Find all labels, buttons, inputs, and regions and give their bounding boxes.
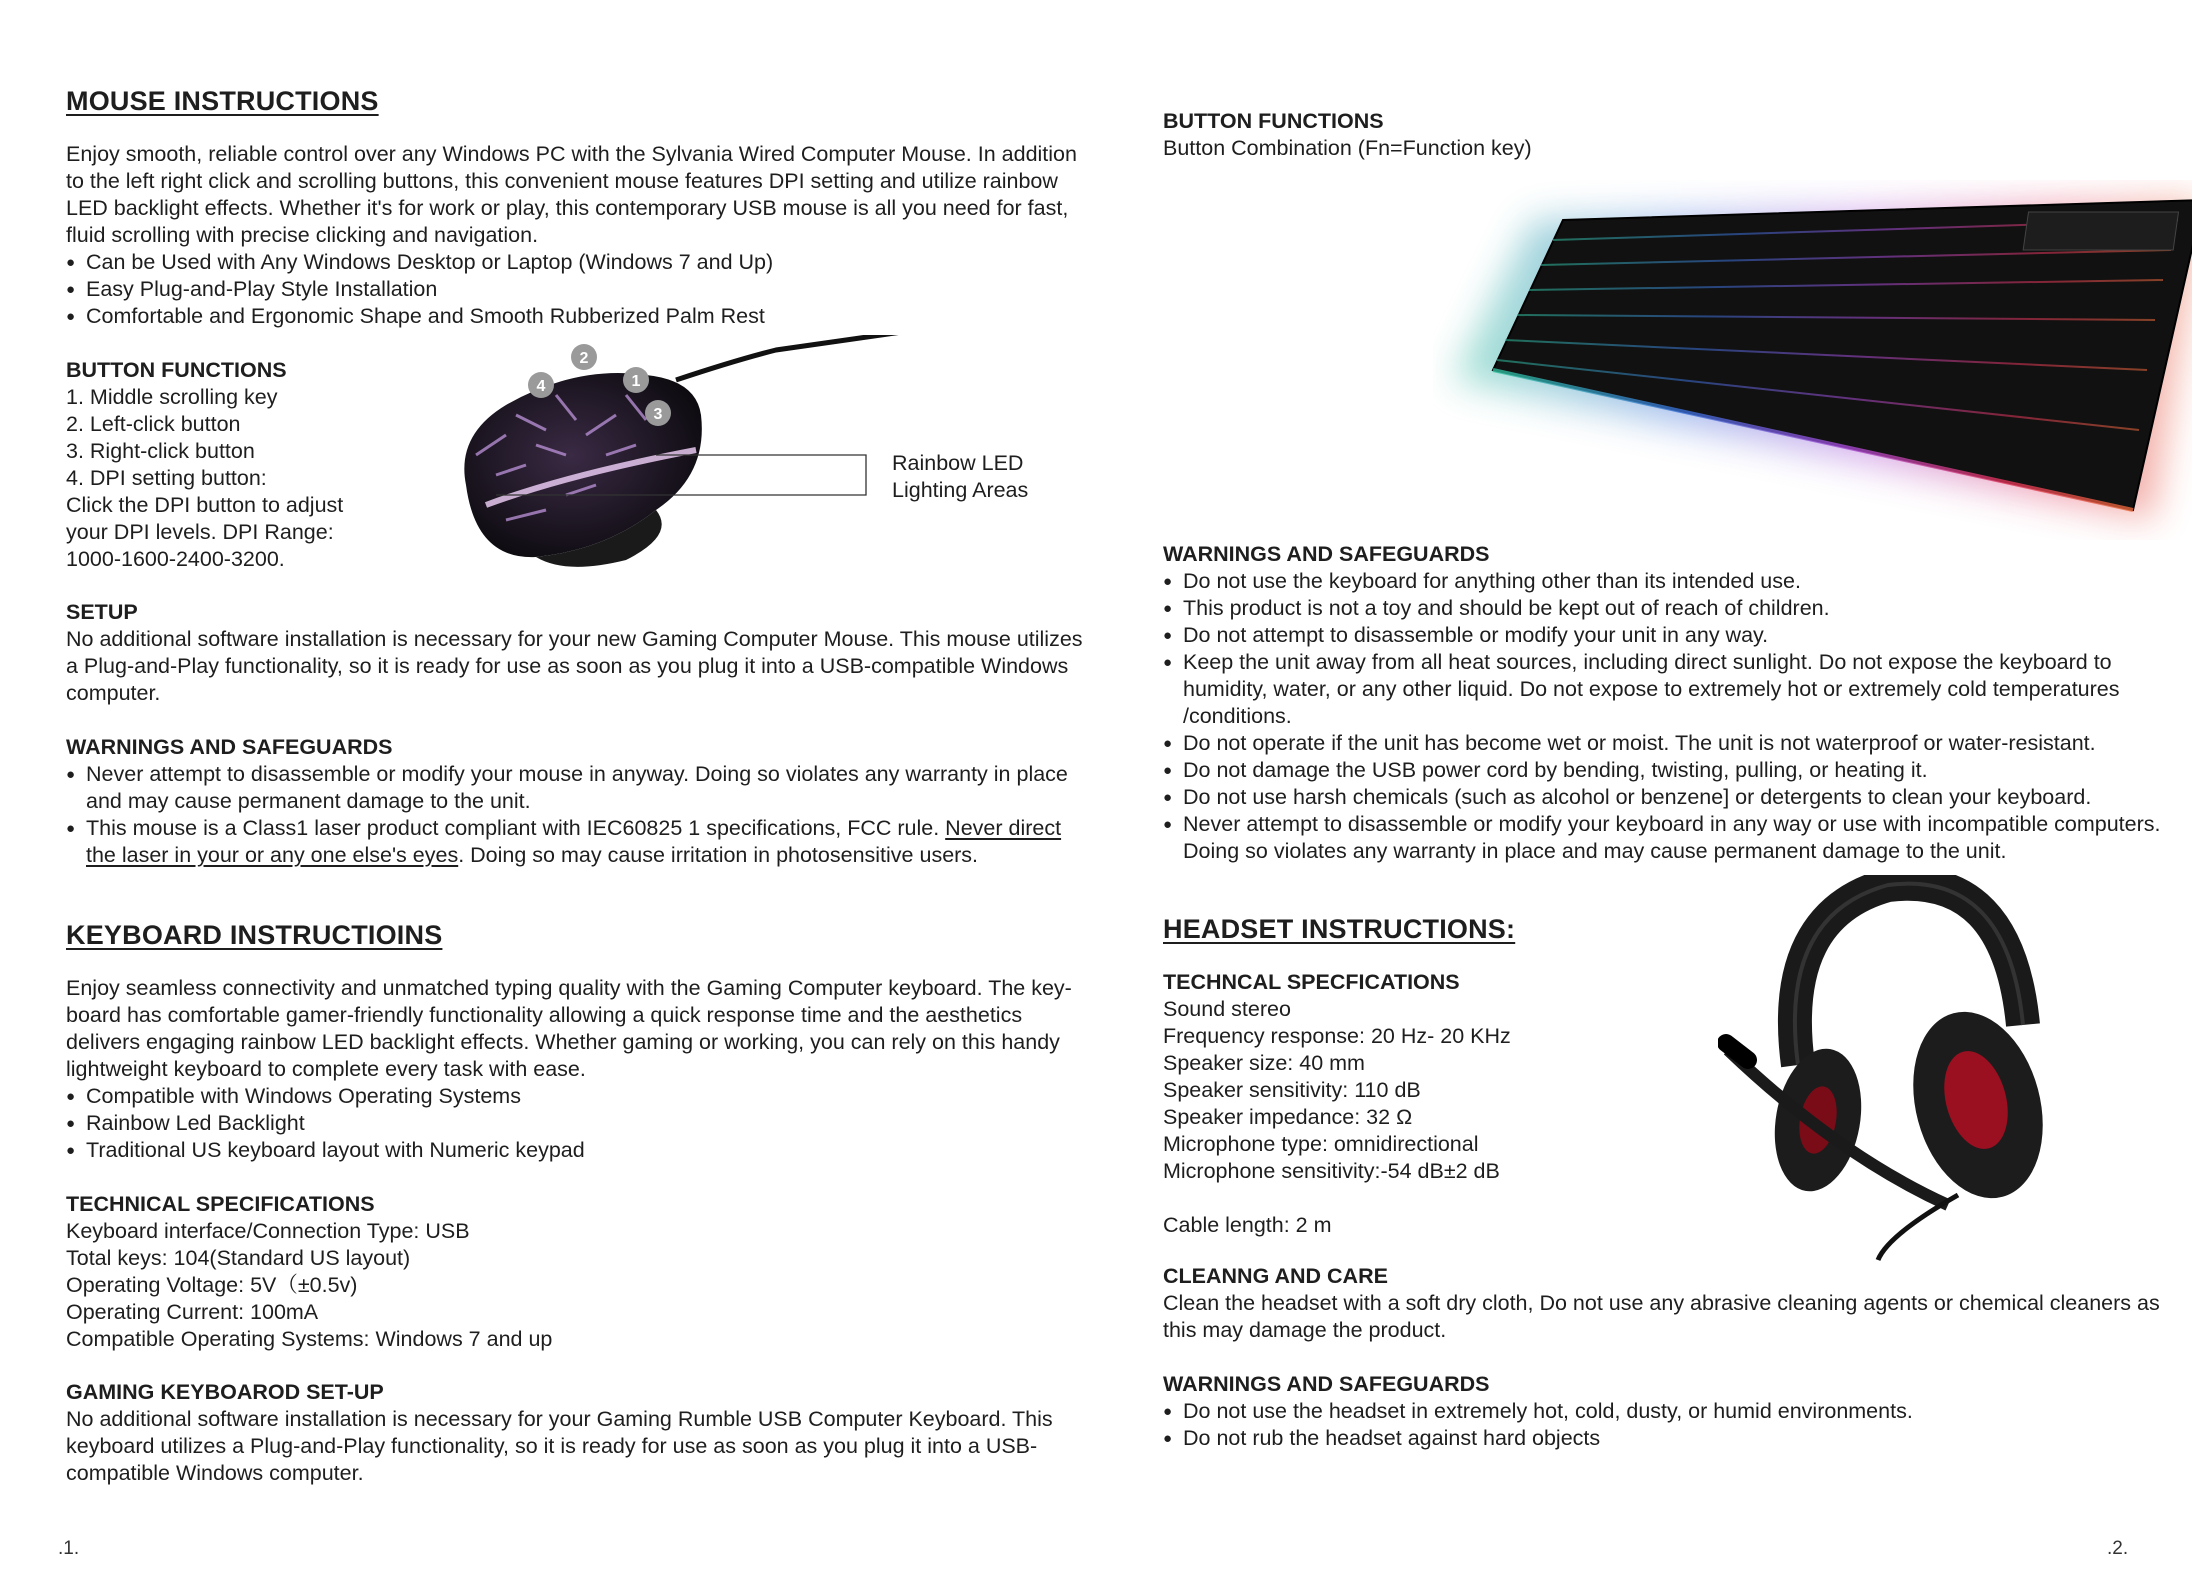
keyboard-warnings (1163, 541, 2173, 865)
mouse-instructions-title: MOUSE INSTRUCTIONS (66, 86, 379, 116)
keyboard-technical-specifications (66, 1191, 1096, 1353)
list-item: ● Never attempt to disassemble or modify your keyboard in any way or use with incompatible computers. Doing so violates any warranty in place and may cause permanent damage to the unit. (1163, 811, 2173, 865)
spec-line: Keyboard interface/Connection Type: USB (66, 1219, 470, 1243)
keyboard-instructions-title: KEYBOARD INSTRUCTIOINS (66, 920, 443, 950)
keyboard-image (1433, 180, 2192, 540)
marker-2-label: 2 (579, 350, 589, 367)
button-combination-text: Button Combination (Fn=Function key) (1163, 136, 1532, 160)
list-item: ● Do not attempt to disassemble or modify your unit in any way. (1163, 622, 2173, 649)
rainbow-led-callout: Rainbow LED Lighting Areas (892, 451, 1029, 502)
mouse-intro: Enjoy smooth, reliable control over any Windows PC with the Sylvania Wired Computer Mouse. In addition to the left right click and scrolling buttons, this convenient mouse features DPI setting and utilize rainbow LED backlight effects. Whether it's for work or play, this contemporary USB mouse is all you need for fast, fluid scrolling with precise clicking and navigation. (66, 142, 1077, 247)
spec-line: Speaker impedance: 32 Ω (1163, 1105, 1413, 1129)
mouse-feature-list (66, 249, 1096, 330)
list-item: ● Do not rub the headset against hard objects (1163, 1425, 2173, 1452)
list-item: ● Rainbow Led Backlight (66, 1110, 1096, 1137)
spec-line: Frequency response: 20 Hz- 20 KHz (1163, 1024, 1511, 1048)
spec-line: Compatible Operating Systems: Windows 7 and up (66, 1327, 553, 1351)
marker-4-label: 4 (536, 378, 546, 395)
list-item: ● Comfortable and Ergonomic Shape and Smooth Rubberized Palm Rest (66, 303, 1096, 330)
section-heading: CLEANNG AND CARE (1163, 1264, 1388, 1288)
spec-line: Speaker sensitivity: 110 dB (1163, 1078, 1421, 1102)
section-heading: GAMING KEYBOAROD SET-UP (66, 1380, 384, 1404)
list-item: 1. Middle scrolling key (66, 385, 278, 409)
marker-3-label: 3 (653, 406, 663, 423)
headset-instructions-title: HEADSET INSTRUCTIONS: (1163, 914, 1516, 944)
list-item: your DPI levels. DPI Range: (66, 520, 334, 544)
keyboard-button-functions (1163, 108, 2163, 162)
section-heading: TECHNICAL SPECIFICATIONS (66, 1192, 375, 1216)
section-heading: BUTTON FUNCTIONS (66, 358, 287, 382)
list-item: 1000-1600-2400-3200. (66, 547, 285, 571)
spec-line: Operating Voltage: 5V（±0.5v) (66, 1273, 358, 1297)
headset-warnings (1163, 1371, 2173, 1452)
section-heading: WARNINGS AND SAFEGUARDS (1163, 542, 1490, 566)
warning-list (1163, 1398, 2173, 1452)
section-heading: SETUP (66, 600, 138, 624)
list-item: ● Traditional US keyboard layout with Numeric keypad (66, 1137, 1096, 1164)
list-item: ● Do not operate if the unit has become wet or moist. The unit is not waterproof or water-resistant. (1163, 730, 2173, 757)
headset-technical-specifications (1163, 969, 1683, 1239)
spec-line: Cable length: 2 m (1163, 1213, 1332, 1237)
list-item: ● Do not damage the USB power cord by bending, twisting, pulling, or heating it. (1163, 757, 2173, 784)
care-text: Clean the headset with a soft dry cloth, Do not use any abrasive cleaning agents or chemical cleaners as this may damage the product. (1163, 1291, 2160, 1342)
spec-line: Sound stereo (1163, 997, 1291, 1021)
page-number-left: .1. (58, 1538, 80, 1559)
list-item: 2. Left-click button (66, 412, 241, 436)
mouse-image (446, 335, 906, 580)
keyboard-feature-list (66, 1083, 1096, 1164)
spec-line: Speaker size: 40 mm (1163, 1051, 1365, 1075)
page-number-right: .2. (2107, 1538, 2129, 1559)
list-item: ● Can be Used with Any Windows Desktop or Laptop (Windows 7 and Up) (66, 249, 1096, 276)
headset-cleaning-and-care (1163, 1263, 2173, 1344)
setup-text: No additional software installation is necessary for your Gaming Rumble USB Computer Keyboard. This keyboard utilizes a Plug-and-Play functionality, so it is ready for use as soon as you plug it into a USB-compatible Windows computer. (66, 1407, 1053, 1485)
headset-image (1718, 875, 2048, 1265)
list-item: ● Compatible with Windows Operating Systems (66, 1083, 1096, 1110)
mouse-button-functions (66, 357, 426, 573)
list-item: ● Do not use the headset in extremely hot, cold, dusty, or humid environments. (1163, 1398, 2173, 1425)
list-item: 3. Right-click button (66, 439, 255, 463)
list-item: 4. DPI setting button: (66, 466, 267, 490)
list-item: Click the DPI button to adjust (66, 493, 344, 517)
spec-line: Microphone type: omnidirectional (1163, 1132, 1479, 1156)
list-item: ● Never attempt to disassemble or modify your mouse in anyway. Doing so violates any warranty in place and may cause permanent damage to the unit. (66, 761, 1096, 815)
section-heading: BUTTON FUNCTIONS (1163, 109, 1384, 133)
list-item: ● Easy Plug-and-Play Style Installation (66, 276, 1096, 303)
spec-line: Microphone sensitivity:-54 dB±2 dB (1163, 1159, 1500, 1183)
section-heading: TECHNCAL SPECFICATIONS (1163, 970, 1460, 994)
list-item: ● Do not use the keyboard for anything other than its intended use. (1163, 568, 2173, 595)
section-heading: WARNINGS AND SAFEGUARDS (66, 735, 393, 759)
list-item: ● This mouse is a Class1 laser product compliant with IEC60825 1 specifications, FCC rule. Never direct the laser in your or any one else's eyes. Doing so may cause irritation in photosensitive users. (66, 815, 1096, 869)
list-item: ● This product is not a toy and should be kept out of reach of children. (1163, 595, 2173, 622)
keyboard-setup (66, 1379, 1096, 1487)
list-item: ● Keep the unit away from all heat sources, including direct sunlight. Do not expose the keyboard to humidity, water, or any other liquid. Do not expose to extremely hot or extremely cold temperatures /conditions. (1163, 649, 2173, 730)
list-item: ● Do not use harsh chemicals (such as alcohol or benzene] or detergents to clean your keyboard. (1163, 784, 2173, 811)
spec-line: Operating Current: 100mA (66, 1300, 319, 1324)
setup-text: No additional software installation is necessary for your new Gaming Computer Mouse. This mouse utilizes a Plug-and-Play functionality, so it is ready for use as soon as you plug it into a USB-compatible Windows computer. (66, 627, 1083, 705)
mouse-setup (66, 599, 1096, 707)
section-heading: WARNINGS AND SAFEGUARDS (1163, 1372, 1490, 1396)
mouse-warnings (66, 734, 1096, 869)
warning-list (1163, 568, 2173, 865)
marker-1-label: 1 (631, 373, 641, 390)
keyboard-intro: Enjoy seamless connectivity and unmatched typing quality with the Gaming Computer keyboard. The key-board has comfortable gamer-friendly functionality allowing a quick response time and the aesthetics delivers engaging rainbow LED backlight effects. Whether gaming or working, you can rely on this handy lightweight keyboard to complete every task with ease. (66, 976, 1072, 1081)
spec-line: Total keys: 104(Standard US layout) (66, 1246, 411, 1270)
warning-list (66, 761, 1096, 869)
